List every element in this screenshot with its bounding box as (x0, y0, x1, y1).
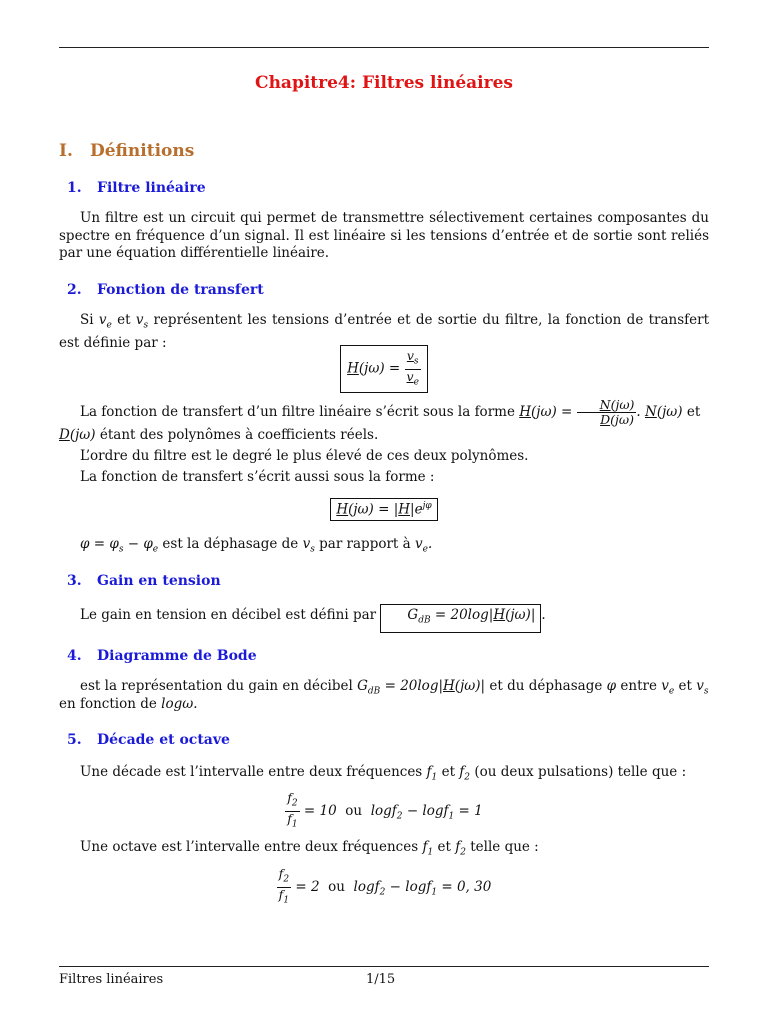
equation-decade: $\frac{f_2}{f_1}$ = 10 ou logf$_2$ − logf$_1$ = 1 (287, 790, 483, 829)
section-number: I. (59, 141, 73, 161)
math-logw: logω. (161, 696, 198, 712)
subsection-2-number: 2. (67, 282, 82, 298)
math-d: D(jω) (59, 427, 96, 443)
math-ve: $v_e$ (98, 312, 112, 331)
math-f2-2: $f_2$ (455, 839, 466, 858)
section-title: Définitions (90, 141, 195, 161)
subsection-4-number: 4. (67, 648, 82, 664)
footer-rule (59, 966, 709, 967)
math-gdb: $G_{dB} = 20\log|H(j\omega)|$ (357, 678, 486, 697)
subsection-5-title: Décade et octave (97, 732, 230, 748)
math-phi-2: φ (606, 678, 617, 694)
text-decade: Une décade est l’intervalle entre deux fréquences (80, 764, 423, 780)
footer-page-number: 1/15 (366, 972, 396, 987)
text-octave: Une octave est l’intervalle entre deux fréquences (80, 839, 419, 855)
paragraph-forme-2: La fonction de transfert s’écrit aussi sous la forme : (80, 469, 435, 485)
text-ou-1: ou (345, 802, 363, 819)
text-gain-def: Le gain en tension en décibel est défini par (80, 607, 377, 623)
subsection-5-number: 5. (67, 732, 82, 748)
paragraph-forme-polynome-cont (59, 427, 709, 445)
equation-module-box: $H(j\omega) = |H|e^{j\varphi}$ (0, 498, 768, 521)
text-forme: La fonction de transfert d’un filtre linéaire s’écrit sous la forme (80, 404, 515, 420)
paragraph-forme-polynome (59, 398, 709, 427)
equation-transfert-box: H(jω) = $\frac{v_s}{v_e}$ (0, 345, 768, 393)
paragraph-ordre: L’ordre du filtre est le degré le plus élevé de ces deux polynômes. (80, 448, 529, 464)
text-et-5: et (437, 839, 451, 855)
math-ve-2: $v_e$. (415, 536, 433, 555)
subsection-1-number: 1. (67, 180, 82, 196)
paragraph-gain: Le gain en tension en décibel est défini par $G_{dB} = 20\log|H(j\omega)|$ . (59, 604, 709, 633)
text-ou-2: ou (328, 878, 345, 895)
math-vs-3: $v_s$ (696, 678, 709, 697)
subsection-2-heading (67, 282, 264, 298)
math-n: N(jω) (645, 404, 683, 420)
text-telle-que: telle que : (470, 839, 539, 855)
paragraph-dephasage (59, 536, 709, 559)
paragraph-bode-cont (59, 696, 709, 714)
paragraph-decade (59, 764, 709, 787)
math-vs-2: $v_s$ (302, 536, 315, 555)
math-f2: $f_2$ (459, 764, 471, 783)
math-h-ratio: H(jω) = $\frac{N(j\omega)}{D(j\omega)}$ . (519, 397, 641, 427)
text-si: Si (80, 312, 94, 328)
math-f1: $f_1$ (426, 764, 438, 783)
subsection-3-heading (67, 573, 221, 589)
text-par-rapport: par rapport à (319, 536, 411, 552)
text-et-4: et (441, 764, 455, 780)
text-fonction-de: en fonction de (59, 696, 157, 712)
text-et-2: et (686, 404, 701, 420)
text-entre: entre (620, 678, 657, 694)
subsection-4-heading (67, 648, 257, 664)
text-et-3: et (678, 678, 692, 694)
math-vs: $v_s$ (135, 312, 149, 331)
text-dephasage: est la déphasage de (162, 536, 299, 552)
equation-gain-box: $G_{dB} = 20\log|H(j\omega)|$ (380, 604, 541, 633)
text-et: et (117, 312, 131, 328)
paragraph-octave (59, 839, 709, 862)
text-pulsations: (ou deux pulsations) telle que : (474, 764, 687, 780)
subsection-3-title: Gain en tension (97, 573, 221, 589)
equation-octave: $\frac{f_2}{f_1}$ = 2 ou logf$_2$ − logf$_1$ = 0, 30 (278, 866, 492, 905)
math-ve-3: $v_e$ (661, 678, 675, 697)
subsection-1-title: Filtre linéaire (97, 180, 206, 196)
text-bode-1: est la représentation du gain en décibel (80, 678, 353, 694)
chapter-title: Chapitre4: Filtres linéaires (255, 73, 513, 93)
subsection-3-number: 3. (67, 573, 82, 589)
subsection-1-heading (67, 180, 206, 196)
text-bode-2: et du déphasage (489, 678, 603, 694)
subsection-2-title: Fonction de transfert (97, 282, 264, 298)
subsection-4-title: Diagramme de Bode (97, 648, 257, 664)
section-heading (59, 141, 194, 161)
footer-title: Filtres linéaires (59, 972, 164, 987)
top-rule (59, 47, 709, 48)
math-f1-2: $f_1$ (422, 839, 434, 858)
math-phi: $\varphi = \varphi_s - \varphi_e$ (80, 536, 159, 555)
text-coefficients: étant des polynômes à coefficients réels. (99, 427, 379, 443)
subsection-5-heading (67, 732, 230, 748)
text-transfert-def: représentent les tensions d’entrée et de sortie du filtre, la fonction de transfert est définie par : (59, 312, 710, 352)
paragraph-filtre-definition: Un filtre est un circuit qui permet de transmettre sélectivement certaines composantes du spectre en fréquence d’un signal. Il est linéaire si les tensions d’entrée et de sortie sont reliés par une équation différentielle linéaire. (59, 210, 709, 261)
